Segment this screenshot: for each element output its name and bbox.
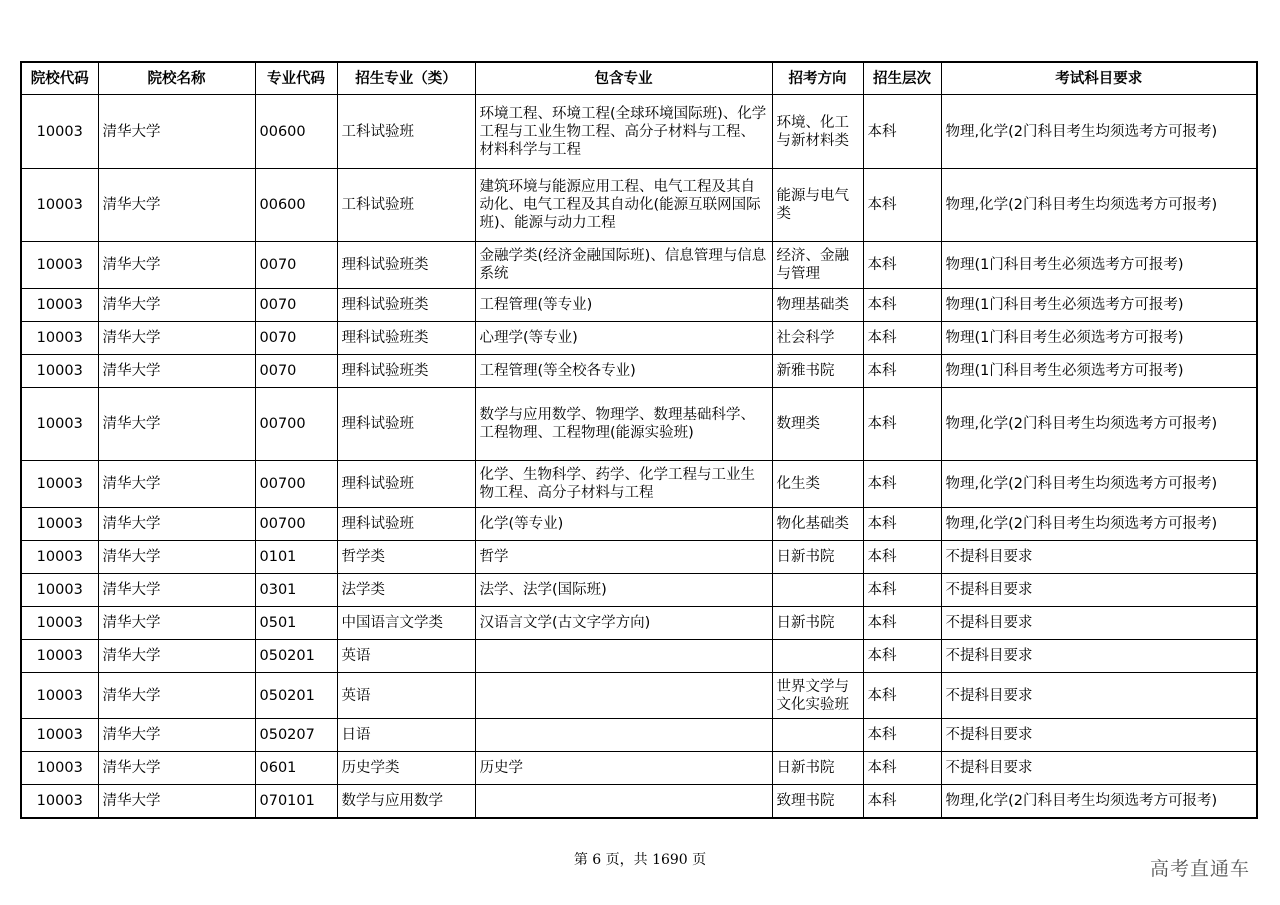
cell-major-category: 工科试验班 <box>337 169 475 242</box>
cell-major-code: 0601 <box>255 752 337 785</box>
cell-included-majors: 金融学类(经济金融国际班)、信息管理与信息系统 <box>475 242 772 289</box>
cell-major-category: 理科试验班 <box>337 388 475 461</box>
cell-subject-requirements: 物理,化学(2门科目考生均须选考方可报考) <box>941 785 1257 818</box>
table-row <box>21 785 1257 818</box>
cell-direction: 日新书院 <box>772 607 863 640</box>
cell-major-code: 00600 <box>255 95 337 169</box>
cell-school-name: 清华大学 <box>98 95 255 169</box>
cell-subject-requirements: 不提科目要求 <box>941 640 1257 673</box>
cell-school-name: 清华大学 <box>98 508 255 541</box>
cell-major-code: 00700 <box>255 388 337 461</box>
cell-level: 本科 <box>863 785 941 818</box>
cell-level: 本科 <box>863 719 941 752</box>
cell-major-category: 理科试验班类 <box>337 242 475 289</box>
table-row <box>21 719 1257 752</box>
cell-included-majors: 汉语言文学(古文字学方向) <box>475 607 772 640</box>
cell-major-code: 050207 <box>255 719 337 752</box>
table-row <box>21 607 1257 640</box>
cell-school-code: 10003 <box>21 461 98 508</box>
cell-school-name: 清华大学 <box>98 719 255 752</box>
cell-direction: 经济、金融与管理 <box>772 242 863 289</box>
cell-included-majors <box>475 785 772 818</box>
cell-included-majors <box>475 640 772 673</box>
cell-major-category: 理科试验班类 <box>337 289 475 322</box>
cell-level: 本科 <box>863 752 941 785</box>
watermark: 高考直通车 <box>1149 858 1250 880</box>
header-school-code: 院校代码 <box>21 62 98 95</box>
table-row <box>21 169 1257 242</box>
cell-direction: 数理类 <box>772 388 863 461</box>
cell-major-category: 历史学类 <box>337 752 475 785</box>
cell-subject-requirements: 物理,化学(2门科目考生均须选考方可报考) <box>941 508 1257 541</box>
cell-subject-requirements: 物理(1门科目考生必须选考方可报考) <box>941 289 1257 322</box>
cell-included-majors: 工程管理(等全校各专业) <box>475 355 772 388</box>
cell-level: 本科 <box>863 169 941 242</box>
table-row <box>21 461 1257 508</box>
cell-level: 本科 <box>863 95 941 169</box>
cell-major-code: 0070 <box>255 242 337 289</box>
cell-level: 本科 <box>863 242 941 289</box>
cell-level: 本科 <box>863 355 941 388</box>
header-school-name: 院校名称 <box>98 62 255 95</box>
cell-school-name: 清华大学 <box>98 461 255 508</box>
cell-subject-requirements: 物理(1门科目考生必须选考方可报考) <box>941 322 1257 355</box>
cell-major-category: 中国语言文学类 <box>337 607 475 640</box>
cell-major-code: 00700 <box>255 508 337 541</box>
cell-school-code: 10003 <box>21 785 98 818</box>
cell-major-code: 0301 <box>255 574 337 607</box>
cell-school-code: 10003 <box>21 242 98 289</box>
cell-school-code: 10003 <box>21 388 98 461</box>
cell-level: 本科 <box>863 607 941 640</box>
header-major-category: 招生专业（类） <box>337 62 475 95</box>
cell-included-majors: 建筑环境与能源应用工程、电气工程及其自动化、电气工程及其自动化(能源互联网国际班)、能源与动力工程 <box>475 169 772 242</box>
cell-subject-requirements: 不提科目要求 <box>941 607 1257 640</box>
cell-school-name: 清华大学 <box>98 574 255 607</box>
cell-direction: 日新书院 <box>772 541 863 574</box>
cell-school-name: 清华大学 <box>98 673 255 719</box>
table-row <box>21 508 1257 541</box>
cell-included-majors <box>475 719 772 752</box>
cell-direction: 世界文学与文化实验班 <box>772 673 863 719</box>
cell-direction <box>772 640 863 673</box>
cell-major-category: 理科试验班 <box>337 508 475 541</box>
cell-major-category: 英语 <box>337 640 475 673</box>
cell-school-code: 10003 <box>21 719 98 752</box>
cell-subject-requirements: 物理,化学(2门科目考生均须选考方可报考) <box>941 388 1257 461</box>
table-header-row <box>21 62 1257 95</box>
cell-major-category: 理科试验班类 <box>337 355 475 388</box>
cell-level: 本科 <box>863 461 941 508</box>
cell-subject-requirements: 不提科目要求 <box>941 541 1257 574</box>
cell-included-majors: 法学、法学(国际班) <box>475 574 772 607</box>
table-row <box>21 752 1257 785</box>
cell-major-code: 0070 <box>255 322 337 355</box>
cell-included-majors: 化学、生物科学、药学、化学工程与工业生物工程、高分子材料与工程 <box>475 461 772 508</box>
cell-school-code: 10003 <box>21 95 98 169</box>
cell-subject-requirements: 不提科目要求 <box>941 673 1257 719</box>
cell-included-majors <box>475 673 772 719</box>
cell-major-category: 法学类 <box>337 574 475 607</box>
cell-direction <box>772 574 863 607</box>
cell-school-name: 清华大学 <box>98 541 255 574</box>
cell-subject-requirements: 不提科目要求 <box>941 574 1257 607</box>
cell-subject-requirements: 物理(1门科目考生必须选考方可报考) <box>941 242 1257 289</box>
cell-major-code: 050201 <box>255 673 337 719</box>
cell-included-majors: 化学(等专业) <box>475 508 772 541</box>
cell-subject-requirements: 不提科目要求 <box>941 719 1257 752</box>
cell-major-code: 0101 <box>255 541 337 574</box>
cell-school-name: 清华大学 <box>98 388 255 461</box>
cell-school-code: 10003 <box>21 541 98 574</box>
cell-level: 本科 <box>863 541 941 574</box>
header-included-majors: 包含专业 <box>475 62 772 95</box>
cell-direction: 社会科学 <box>772 322 863 355</box>
table-row <box>21 289 1257 322</box>
table-row <box>21 640 1257 673</box>
cell-school-name: 清华大学 <box>98 607 255 640</box>
cell-subject-requirements: 物理(1门科目考生必须选考方可报考) <box>941 355 1257 388</box>
cell-major-code: 0070 <box>255 355 337 388</box>
header-major-code: 专业代码 <box>255 62 337 95</box>
header-level: 招生层次 <box>863 62 941 95</box>
cell-direction: 致理书院 <box>772 785 863 818</box>
cell-direction: 日新书院 <box>772 752 863 785</box>
cell-direction: 能源与电气类 <box>772 169 863 242</box>
table-row <box>21 355 1257 388</box>
table-row <box>21 388 1257 461</box>
cell-direction: 化生类 <box>772 461 863 508</box>
cell-included-majors: 环境工程、环境工程(全球环境国际班)、化学工程与工业生物工程、高分子材料与工程、材料科学与工程 <box>475 95 772 169</box>
cell-school-code: 10003 <box>21 355 98 388</box>
cell-major-category: 英语 <box>337 673 475 719</box>
cell-level: 本科 <box>863 508 941 541</box>
cell-direction: 物理基础类 <box>772 289 863 322</box>
cell-school-name: 清华大学 <box>98 242 255 289</box>
cell-included-majors: 心理学(等专业) <box>475 322 772 355</box>
cell-major-code: 00600 <box>255 169 337 242</box>
table-row <box>21 322 1257 355</box>
cell-major-code: 0501 <box>255 607 337 640</box>
table-row <box>21 673 1257 719</box>
table-row <box>21 541 1257 574</box>
cell-subject-requirements: 不提科目要求 <box>941 752 1257 785</box>
cell-subject-requirements: 物理,化学(2门科目考生均须选考方可报考) <box>941 461 1257 508</box>
cell-major-code: 070101 <box>255 785 337 818</box>
cell-school-name: 清华大学 <box>98 289 255 322</box>
cell-school-code: 10003 <box>21 289 98 322</box>
cell-direction: 新雅书院 <box>772 355 863 388</box>
table-row <box>21 574 1257 607</box>
cell-level: 本科 <box>863 640 941 673</box>
cell-major-category: 数学与应用数学 <box>337 785 475 818</box>
cell-school-name: 清华大学 <box>98 752 255 785</box>
cell-level: 本科 <box>863 289 941 322</box>
cell-school-name: 清华大学 <box>98 785 255 818</box>
cell-major-category: 工科试验班 <box>337 95 475 169</box>
cell-school-code: 10003 <box>21 607 98 640</box>
table-row <box>21 95 1257 169</box>
cell-school-name: 清华大学 <box>98 355 255 388</box>
page-number: 第 6 页，共 1690 页 <box>573 852 707 868</box>
cell-major-code: 0070 <box>255 289 337 322</box>
cell-school-name: 清华大学 <box>98 169 255 242</box>
cell-subject-requirements: 物理,化学(2门科目考生均须选考方可报考) <box>941 169 1257 242</box>
cell-subject-requirements: 物理,化学(2门科目考生均须选考方可报考) <box>941 95 1257 169</box>
cell-direction: 物化基础类 <box>772 508 863 541</box>
cell-major-category: 日语 <box>337 719 475 752</box>
cell-major-category: 理科试验班 <box>337 461 475 508</box>
cell-included-majors: 工程管理(等专业) <box>475 289 772 322</box>
cell-included-majors: 哲学 <box>475 541 772 574</box>
cell-school-code: 10003 <box>21 640 98 673</box>
cell-school-code: 10003 <box>21 752 98 785</box>
cell-direction: 环境、化工与新材料类 <box>772 95 863 169</box>
cell-school-name: 清华大学 <box>98 640 255 673</box>
header-subject-requirements: 考试科目要求 <box>941 62 1257 95</box>
cell-school-code: 10003 <box>21 508 98 541</box>
cell-direction <box>772 719 863 752</box>
cell-school-code: 10003 <box>21 673 98 719</box>
cell-level: 本科 <box>863 388 941 461</box>
cell-level: 本科 <box>863 322 941 355</box>
table-row <box>21 242 1257 289</box>
cell-major-category: 哲学类 <box>337 541 475 574</box>
cell-school-code: 10003 <box>21 169 98 242</box>
cell-major-category: 理科试验班类 <box>337 322 475 355</box>
cell-major-code: 050201 <box>255 640 337 673</box>
cell-school-code: 10003 <box>21 322 98 355</box>
cell-included-majors: 历史学 <box>475 752 772 785</box>
cell-level: 本科 <box>863 574 941 607</box>
cell-included-majors: 数学与应用数学、物理学、数理基础科学、工程物理、工程物理(能源实验班) <box>475 388 772 461</box>
header-direction: 招考方向 <box>772 62 863 95</box>
cell-major-code: 00700 <box>255 461 337 508</box>
cell-level: 本科 <box>863 673 941 719</box>
cell-school-code: 10003 <box>21 574 98 607</box>
admissions-table <box>20 61 1258 819</box>
cell-school-name: 清华大学 <box>98 322 255 355</box>
